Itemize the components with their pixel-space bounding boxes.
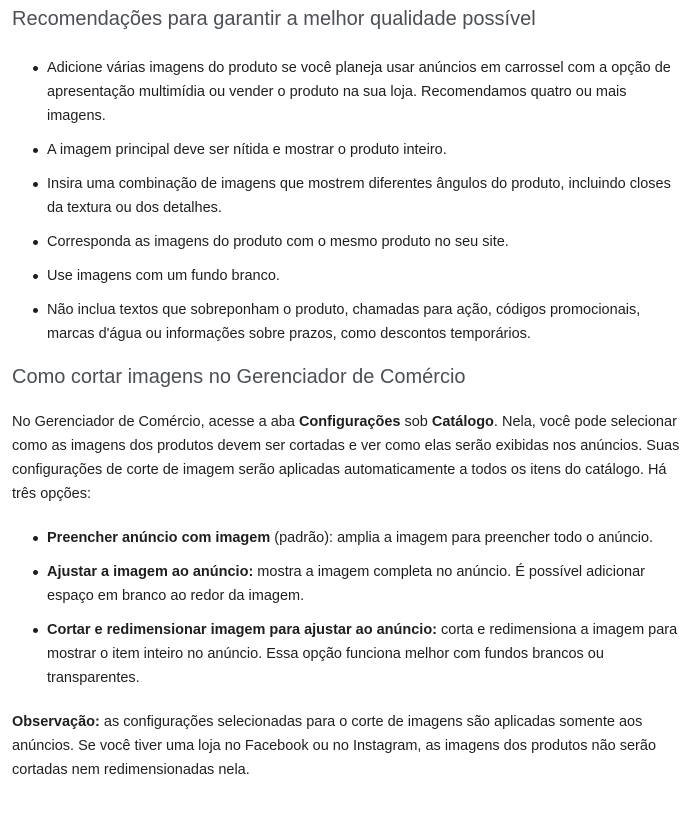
recommendations-list <box>12 56 684 346</box>
option-description: corta e redimensiona a imagem para mostrar o item inteiro no anúncio. Essa opção funciona melhor com fundos brancos ou transparentes. <box>47 622 678 686</box>
section-heading-crop-images: Como cortar imagens no Gerenciador de Comércio <box>12 366 466 388</box>
catalog-name: Catálogo <box>431 414 494 430</box>
crop-options-list <box>12 526 684 690</box>
settings-tab-name: Configurações <box>298 414 401 430</box>
list-item: A imagem principal deve ser nítida e mostrar o produto inteiro. <box>47 138 684 162</box>
list-item: Use imagens com um fundo branco. <box>47 264 684 288</box>
option-title: Ajustar a imagem ao anúncio: <box>47 564 254 580</box>
option-title: Preencher anúncio com imagem <box>47 530 271 546</box>
intro-text: sob <box>400 414 432 430</box>
intro-text: . Nela, você pode selecionar como as imagens dos produtos devem ser cortadas e ver como elas serão exibidas nos anúncios. Suas configurações de corte de imagem serão aplicadas automaticamente a todos os itens do catálogo. Há três opções: <box>12 414 680 502</box>
note-text: as configurações selecionadas para o corte de imagens são aplicadas somente aos anúncios. Se você tiver uma loja no Facebook ou no Instagram, as imagens dos produtos não serão cortadas nem redimensionadas nela. <box>12 714 657 778</box>
crop-option-fit <box>47 560 684 608</box>
intro-paragraph <box>12 410 684 506</box>
option-description: (padrão): amplia a imagem para preencher todo o anúncio. <box>270 530 654 546</box>
section-heading-recommendations: Recomendações para garantir a melhor qualidade possível <box>12 8 536 30</box>
list-item: Não inclua textos que sobreponham o produto, chamadas para ação, códigos promocionais, marcas d'água ou informações sobre prazos, como descontos temporários. <box>47 298 684 346</box>
note-label: Observação: <box>12 714 100 730</box>
option-description: mostra a imagem completa no anúncio. É possível adicionar espaço em branco ao redor da imagem. <box>47 564 645 604</box>
list-item: Adicione várias imagens do produto se você planeja usar anúncios em carrossel com a opção de apresentação multimídia ou vender o produto na sua loja. Recomendamos quatro ou mais imagens. <box>47 56 684 128</box>
note-paragraph <box>12 710 684 782</box>
list-item: Corresponda as imagens do produto com o mesmo produto no seu site. <box>47 230 684 254</box>
crop-option-crop-resize <box>47 618 684 690</box>
option-title: Cortar e redimensionar imagem para ajustar ao anúncio: <box>47 622 438 638</box>
list-item: Insira uma combinação de imagens que mostrem diferentes ângulos do produto, incluindo closes da textura ou dos detalhes. <box>47 172 684 220</box>
crop-option-fill <box>47 526 684 550</box>
intro-text: No Gerenciador de Comércio, acesse a aba <box>12 414 299 430</box>
